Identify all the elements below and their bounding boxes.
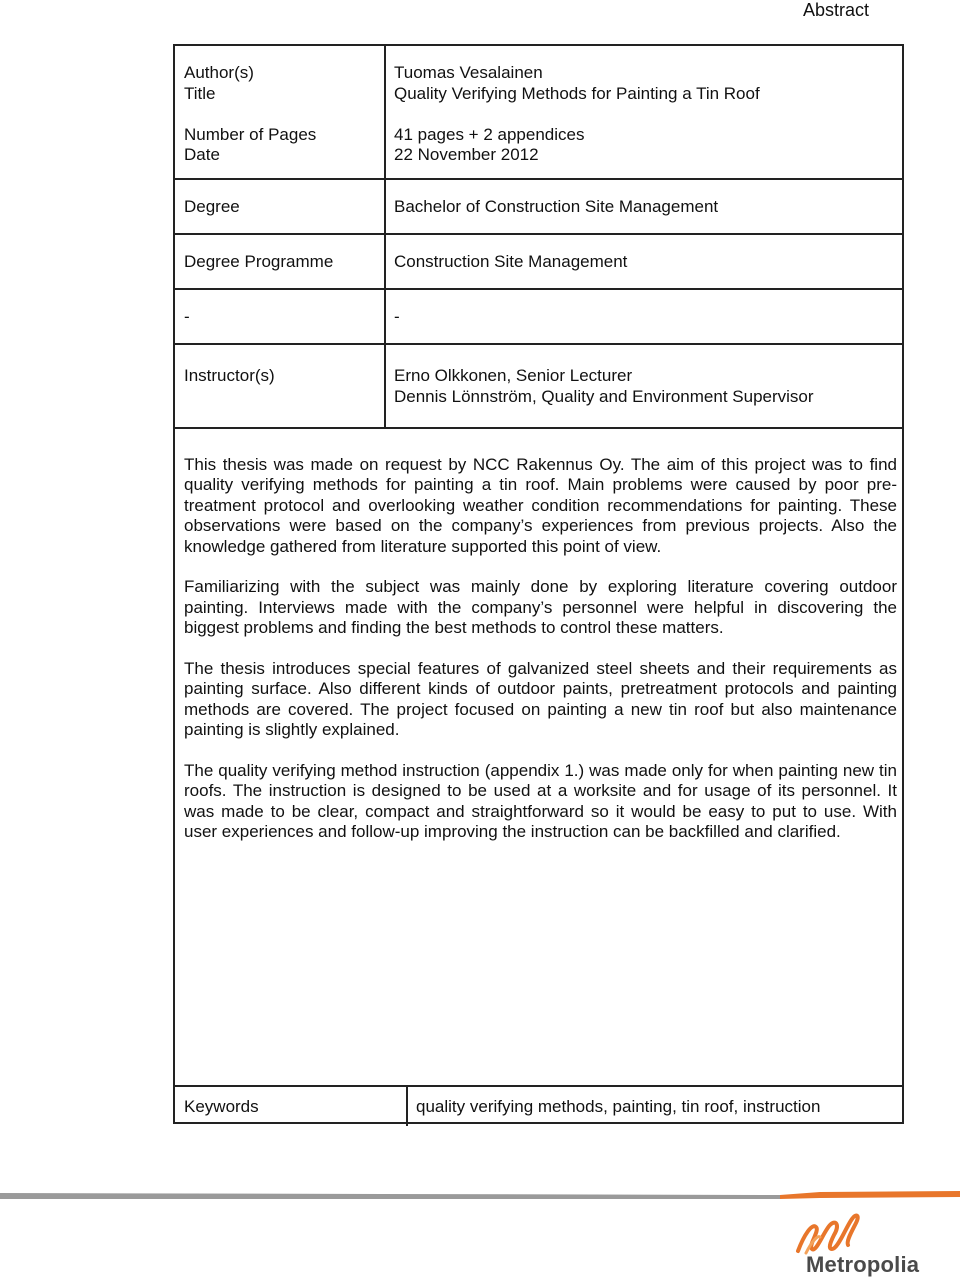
meta-row-blank (175, 290, 902, 345)
instructor-1: Erno Olkkonen, Senior Lecturer (394, 366, 633, 385)
pages-label: Number of Pages (184, 124, 317, 144)
abstract-paragraph-1: This thesis was made on request by NCC Rakennus Oy. The aim of this project was to find quality verifying methods for painting a tin roof. Main problems were caused by poor pre-treatment protocol and overlooking weather condition recommendations for painting. These observations were based on the company’s experiences from previous projects. Also the knowledge gathered from literature supported this point of view. (184, 455, 897, 556)
page-section-label: Abstract (802, 0, 869, 20)
keywords-divider (406, 1087, 408, 1126)
programme-label: Degree Programme (184, 252, 334, 271)
abstract-paragraph-3: The thesis introduces special features of galvanized steel sheets and their requirements as painting surface. Also different kinds of outdoor paints, pretreatment protocols and painting methods are covered. The project focused on painting a new tin roof but also maintenance painting is slightly explained. (184, 659, 897, 740)
dash-right: - (394, 307, 400, 326)
keywords-value: quality verifying methods, painting, tin roof, instruction (416, 1097, 821, 1116)
metropolia-logo-text: Metropolia (806, 1252, 920, 1277)
meta-row-general (175, 46, 902, 180)
pages-value: 41 pages + 2 appendices (394, 124, 585, 144)
author-value: Tuomas Vesalainen (394, 63, 543, 82)
author-label: Author(s) (184, 63, 254, 82)
degree-value: Bachelor of Construction Site Management (394, 197, 719, 216)
dash-left: - (184, 307, 190, 326)
meta-row-degree (175, 180, 902, 235)
abstract-form (173, 44, 904, 1124)
instructor-2: Dennis Lönnström, Quality and Environment Supervisor (394, 386, 814, 406)
date-value: 22 November 2012 (394, 145, 539, 164)
meta-row-programme (175, 235, 902, 290)
abstract-paragraph-4: The quality verifying method instruction (appendix 1.) was made only for when painting new tin roofs. The instruction is designed to be used at a worksite and for usage of its personnel. It was made to be clear, compact and straightforward so it would be easy to put to use. With user experiences and follow-up improving the instruction can be backfilled and clarified. (184, 761, 897, 842)
title-value: Quality Verifying Methods for Painting a Tin Roof (394, 83, 760, 103)
instructors-label: Instructor(s) (184, 366, 275, 385)
keywords-row (175, 1085, 902, 1124)
footer-stripe-orange (780, 1191, 960, 1199)
footer-stripe-gray (0, 1193, 780, 1199)
abstract-paragraph-2: Familiarizing with the subject was mainly done by exploring literature covering outdoor painting. Interviews made with the company’s personnel were helpful in discovering the biggest problems and finding the best methods to control these matters. (184, 577, 897, 638)
footer-stripe (0, 1191, 960, 1201)
keywords-label: Keywords (184, 1097, 259, 1116)
meta-row-instructors (175, 345, 902, 429)
programme-value: Construction Site Management (394, 252, 628, 271)
abstract-body (184, 455, 897, 863)
title-label: Title (184, 83, 216, 103)
date-label: Date (184, 145, 220, 164)
degree-label: Degree (184, 197, 240, 216)
